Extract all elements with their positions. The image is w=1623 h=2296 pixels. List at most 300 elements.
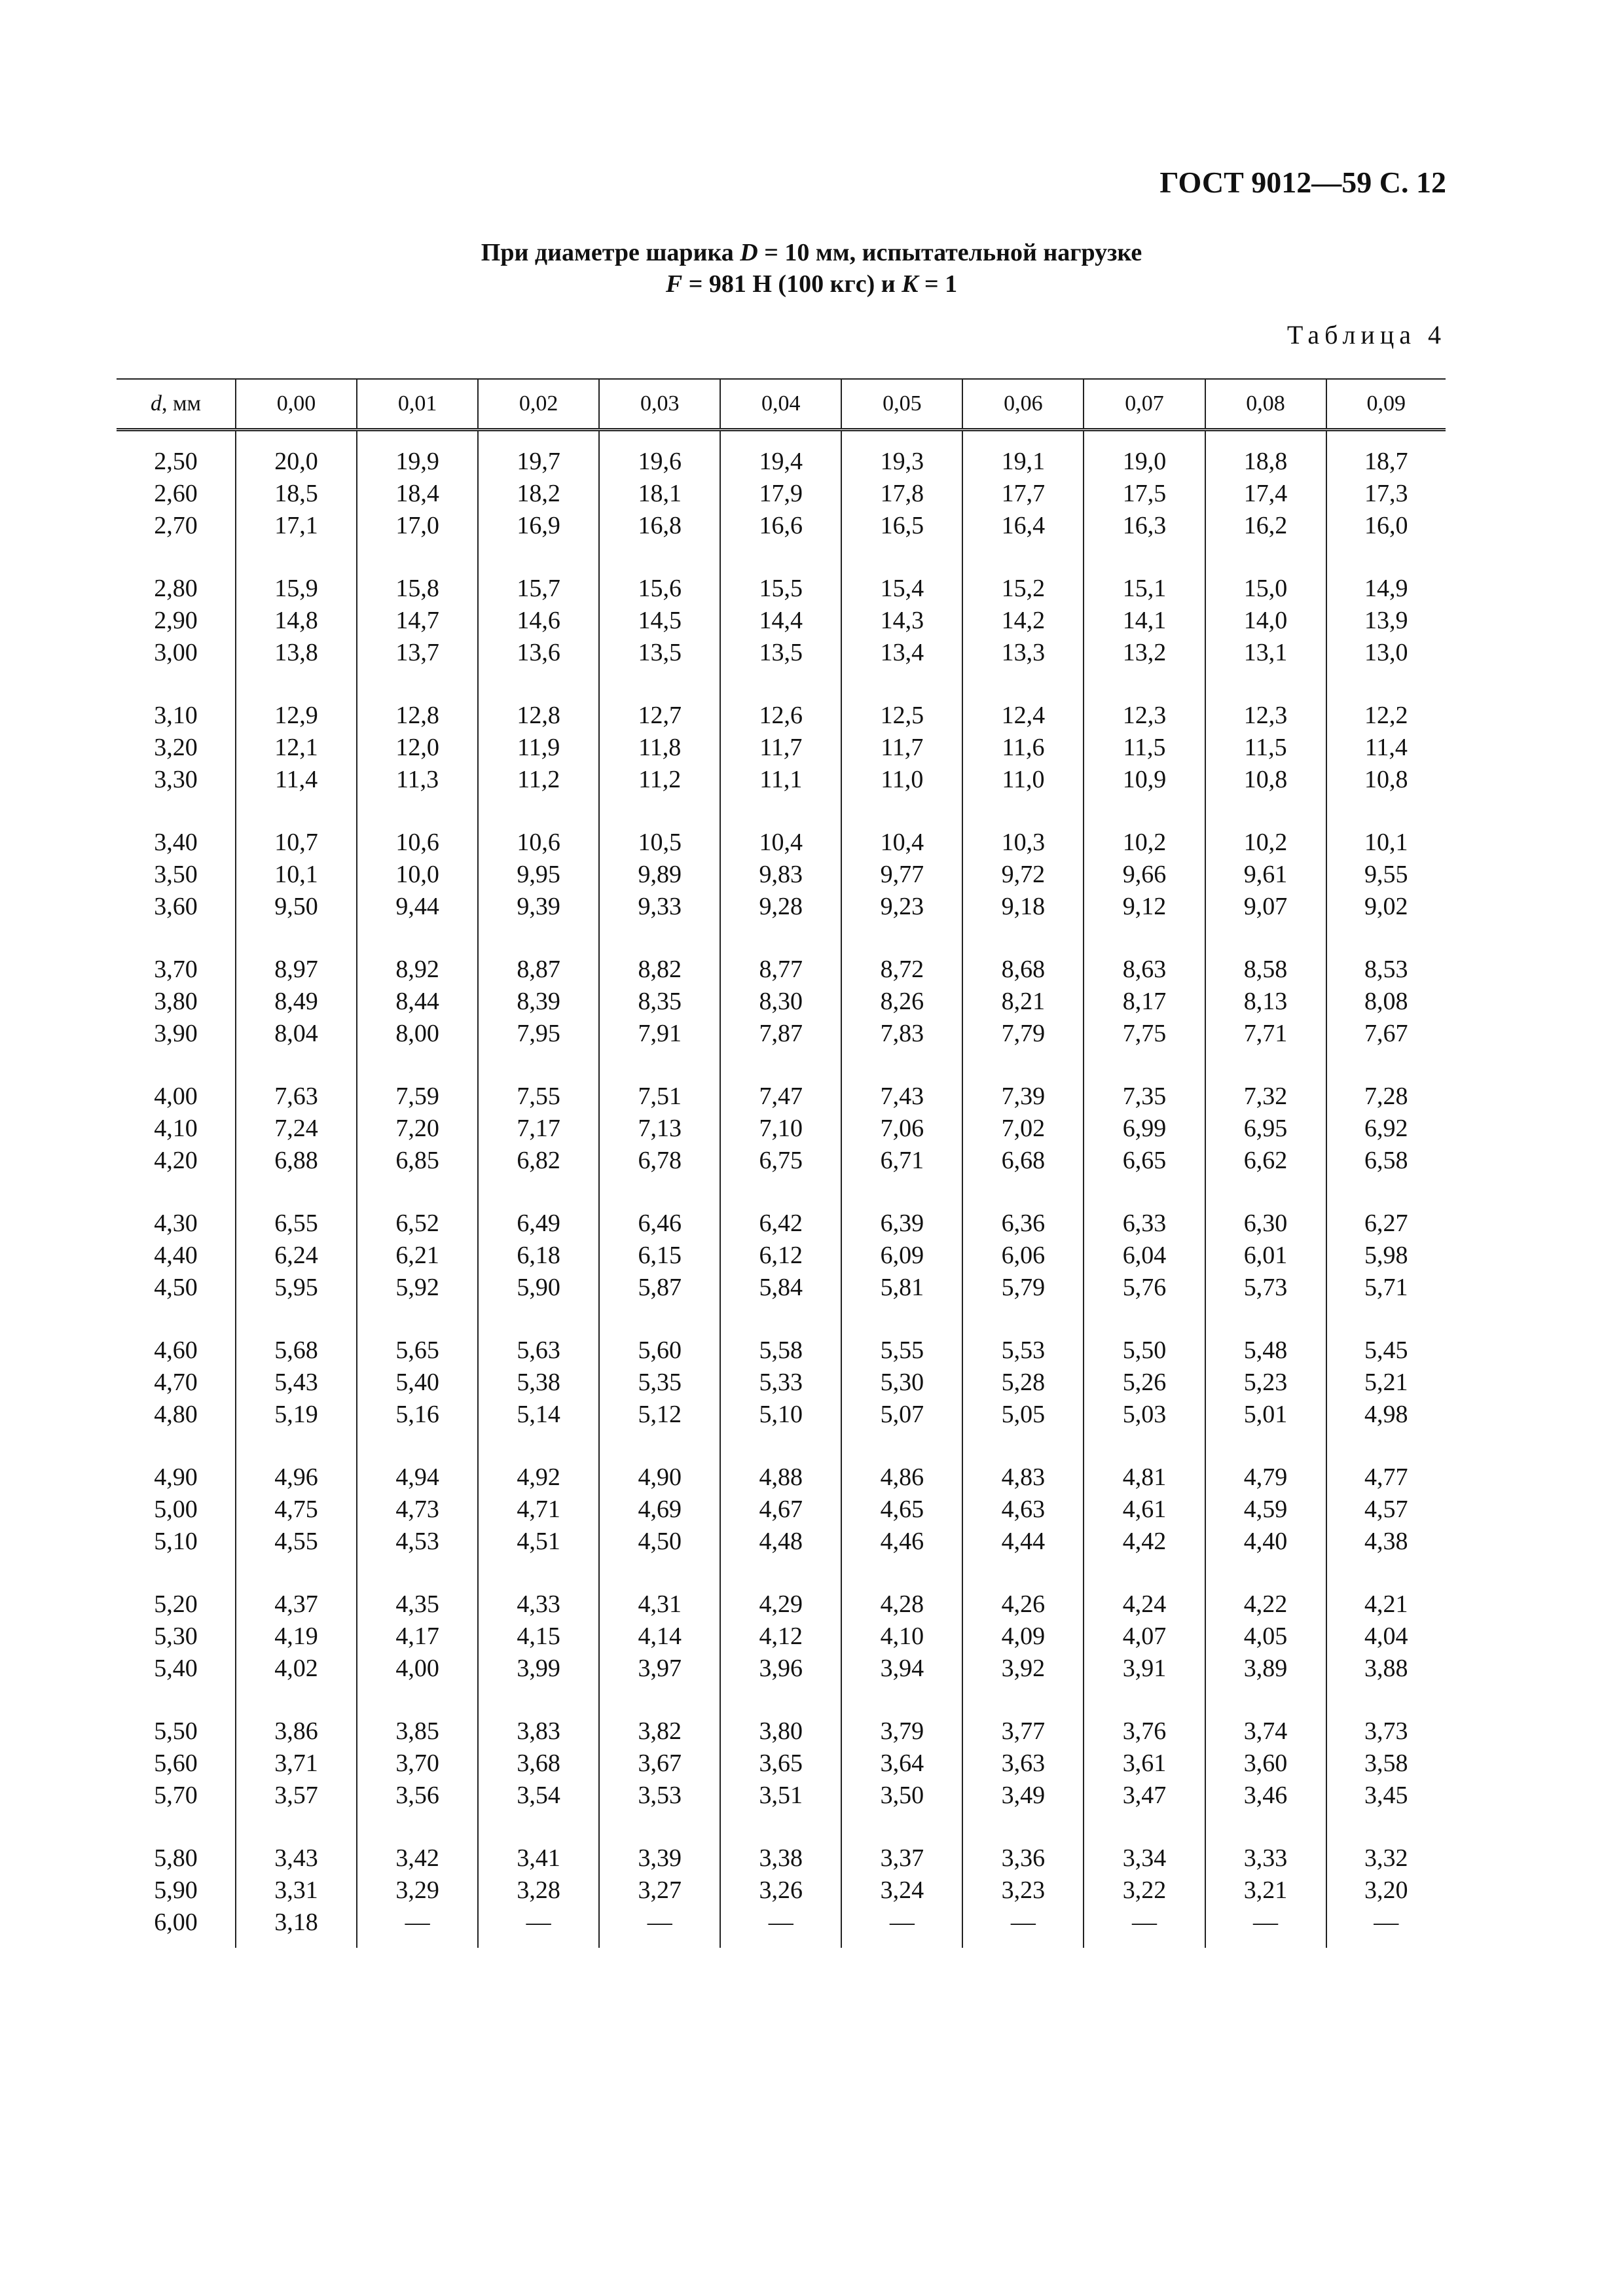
table-cell: 19,6 — [599, 430, 720, 478]
table-cell: 3,22 — [1084, 1874, 1205, 1907]
table-cell: 3,92 — [962, 1653, 1084, 1685]
table-row — [117, 1685, 1446, 1748]
table-cell: 6,24 — [236, 1240, 357, 1272]
table-cell: 5,95 — [236, 1272, 357, 1304]
table-cell: 6,55 — [236, 1177, 357, 1240]
table-cell: 4,75 — [236, 1494, 357, 1526]
table-cell: 7,47 — [720, 1050, 841, 1113]
table-cell: 6,18 — [478, 1240, 599, 1272]
table-cell: 11,7 — [841, 732, 962, 764]
table-row — [117, 732, 1446, 764]
table-row — [117, 1874, 1446, 1907]
table-cell: 5,12 — [599, 1399, 720, 1431]
row-label-d: 3,10 — [154, 702, 198, 729]
table-cell: 5,55 — [841, 1304, 962, 1367]
caption-text: = 981 Н (100 кгс) и — [682, 270, 902, 298]
table-cell: 16,3 — [1084, 510, 1205, 542]
row-label-d: 5,30 — [154, 1623, 198, 1650]
table-cell: 3,53 — [599, 1780, 720, 1812]
table-cell: 5,14 — [478, 1399, 599, 1431]
table-row — [117, 478, 1446, 510]
table-cell: 13,7 — [357, 637, 478, 669]
row-label-d: 5,90 — [154, 1876, 198, 1904]
table-cell: 6,88 — [236, 1145, 357, 1177]
table-cell: 3,85 — [357, 1685, 478, 1748]
table-cell: 5,28 — [962, 1367, 1084, 1399]
row-label-d: 3,20 — [154, 734, 198, 761]
table-cell: 3,37 — [841, 1812, 962, 1874]
table-cell: 14,2 — [962, 605, 1084, 637]
row-label-d: 5,10 — [154, 1528, 198, 1555]
table-cell: 11,3 — [357, 764, 478, 796]
table-cell: 3,88 — [1326, 1653, 1446, 1685]
table-cell: 4,92 — [478, 1431, 599, 1494]
table-row — [117, 1050, 1446, 1113]
row-label-d: 4,30 — [154, 1210, 198, 1237]
table-cell: 3,56 — [357, 1780, 478, 1812]
table-cell: 10,4 — [720, 796, 841, 859]
table-cell: 6,95 — [1205, 1113, 1326, 1145]
table-cell: — — [720, 1907, 841, 1948]
table-cell: 13,4 — [841, 637, 962, 669]
table-cell: 18,5 — [236, 478, 357, 510]
table-cell: 15,9 — [236, 542, 357, 605]
table-cell: 12,0 — [357, 732, 478, 764]
table-cell: 3,42 — [357, 1812, 478, 1874]
table-cell: 4,88 — [720, 1431, 841, 1494]
table-cell: 8,87 — [478, 923, 599, 986]
table-cell: 9,28 — [720, 891, 841, 923]
table-cell: 4,46 — [841, 1526, 962, 1558]
table-cell: 15,6 — [599, 542, 720, 605]
table-cell: 4,31 — [599, 1558, 720, 1621]
table-cell: 3,38 — [720, 1812, 841, 1874]
table-cell: 4,09 — [962, 1621, 1084, 1653]
table-cell: 5,07 — [841, 1399, 962, 1431]
table-cell: 3,91 — [1084, 1653, 1205, 1685]
table-cell: 10,8 — [1326, 764, 1446, 796]
column-header: 0,06 — [962, 379, 1084, 430]
table-cell: 5,98 — [1326, 1240, 1446, 1272]
table-cell: 6,71 — [841, 1145, 962, 1177]
table-cell: 11,0 — [962, 764, 1084, 796]
table-cell: 7,75 — [1084, 1018, 1205, 1050]
table-cell: 17,3 — [1326, 478, 1446, 510]
table-cell: 20,0 — [236, 430, 357, 478]
table-cell: 9,07 — [1205, 891, 1326, 923]
table-cell: 6,46 — [599, 1177, 720, 1240]
table-cell: 5,16 — [357, 1399, 478, 1431]
table-cell: 13,5 — [720, 637, 841, 669]
table-cell: 6,85 — [357, 1145, 478, 1177]
table-cell: 3,79 — [841, 1685, 962, 1748]
table-cell: 5,50 — [1084, 1304, 1205, 1367]
table-cell: 6,78 — [599, 1145, 720, 1177]
table-cell: 5,19 — [236, 1399, 357, 1431]
table-cell: 7,71 — [1205, 1018, 1326, 1050]
table-cell: 7,39 — [962, 1050, 1084, 1113]
table-cell: 4,26 — [962, 1558, 1084, 1621]
table-row — [117, 796, 1446, 859]
table-cell: 5,26 — [1084, 1367, 1205, 1399]
table-cell: 3,76 — [1084, 1685, 1205, 1748]
table-cell: 4,79 — [1205, 1431, 1326, 1494]
table-cell: 13,3 — [962, 637, 1084, 669]
caption-text: При диаметре шарика — [481, 239, 740, 266]
table-cell: 14,0 — [1205, 605, 1326, 637]
table-cell: 12,8 — [478, 669, 599, 732]
table-cell: 5,68 — [236, 1304, 357, 1367]
table-cell: 3,54 — [478, 1780, 599, 1812]
table-cell: 14,8 — [236, 605, 357, 637]
header-unit: , мм — [161, 391, 202, 416]
column-header: 0,05 — [841, 379, 962, 430]
table-cell: 4,05 — [1205, 1621, 1326, 1653]
table-cell: 5,01 — [1205, 1399, 1326, 1431]
table-row — [117, 1399, 1446, 1431]
table-cell: 9,95 — [478, 859, 599, 891]
table-cell: 17,8 — [841, 478, 962, 510]
table-cell: 13,8 — [236, 637, 357, 669]
table-cell: 4,33 — [478, 1558, 599, 1621]
table-cell: 5,48 — [1205, 1304, 1326, 1367]
table-number: Таблица 4 — [1286, 320, 1446, 350]
table-cell: 4,73 — [357, 1494, 478, 1526]
table-cell: 4,42 — [1084, 1526, 1205, 1558]
table-cell: 4,37 — [236, 1558, 357, 1621]
row-label-d: 2,60 — [154, 480, 198, 507]
table-cell: 9,55 — [1326, 859, 1446, 891]
table-cell: 8,53 — [1326, 923, 1446, 986]
table-cell: 3,63 — [962, 1748, 1084, 1780]
table-cell: 5,84 — [720, 1272, 841, 1304]
table-cell: 18,4 — [357, 478, 478, 510]
row-label-d: 5,00 — [154, 1496, 198, 1523]
column-header: 0,09 — [1326, 379, 1446, 430]
table-cell: 14,5 — [599, 605, 720, 637]
table-cell: 5,45 — [1326, 1304, 1446, 1367]
table-cell: 3,82 — [599, 1685, 720, 1748]
table-cell: 16,0 — [1326, 510, 1446, 542]
table-cell: 7,63 — [236, 1050, 357, 1113]
table-cell: 4,96 — [236, 1431, 357, 1494]
table-cell: 4,40 — [1205, 1526, 1326, 1558]
table-row — [117, 1907, 1446, 1948]
table-cell: 14,1 — [1084, 605, 1205, 637]
table-cell: 3,39 — [599, 1812, 720, 1874]
table-header-row — [117, 379, 1446, 430]
table-caption — [0, 237, 1623, 300]
table-cell: 3,70 — [357, 1748, 478, 1780]
table-cell: 17,9 — [720, 478, 841, 510]
table-cell: 12,3 — [1084, 669, 1205, 732]
table-cell: 7,02 — [962, 1113, 1084, 1145]
table-row — [117, 1653, 1446, 1685]
table-cell: 7,32 — [1205, 1050, 1326, 1113]
table-cell: 13,9 — [1326, 605, 1446, 637]
table-cell: 4,38 — [1326, 1526, 1446, 1558]
table-cell: 10,1 — [236, 859, 357, 891]
caption-line-1 — [0, 237, 1623, 268]
row-label-d: 3,40 — [154, 829, 198, 856]
table-cell: 7,13 — [599, 1113, 720, 1145]
table-cell: 5,53 — [962, 1304, 1084, 1367]
table-cell: 7,83 — [841, 1018, 962, 1050]
table-cell: 7,28 — [1326, 1050, 1446, 1113]
table-cell: 9,39 — [478, 891, 599, 923]
table-cell: 5,05 — [962, 1399, 1084, 1431]
table-cell: 4,48 — [720, 1526, 841, 1558]
row-label-d: 3,00 — [154, 639, 198, 666]
table-cell: 3,64 — [841, 1748, 962, 1780]
table-cell: 3,45 — [1326, 1780, 1446, 1812]
table-row — [117, 1304, 1446, 1367]
table-cell: 3,46 — [1205, 1780, 1326, 1812]
table-cell: 10,2 — [1084, 796, 1205, 859]
table-cell: 4,53 — [357, 1526, 478, 1558]
table-row — [117, 1272, 1446, 1304]
table-cell: 3,29 — [357, 1874, 478, 1907]
table-cell: 7,20 — [357, 1113, 478, 1145]
table-cell: 15,2 — [962, 542, 1084, 605]
table-cell: 16,6 — [720, 510, 841, 542]
table-row — [117, 1621, 1446, 1653]
table-cell: 7,24 — [236, 1113, 357, 1145]
table-cell: 8,13 — [1205, 986, 1326, 1018]
table-cell: 17,1 — [236, 510, 357, 542]
table-cell: 8,82 — [599, 923, 720, 986]
table-cell: 12,6 — [720, 669, 841, 732]
table-row — [117, 1367, 1446, 1399]
table-cell: 8,92 — [357, 923, 478, 986]
table-cell: 4,22 — [1205, 1558, 1326, 1621]
table-cell: 4,21 — [1326, 1558, 1446, 1621]
table-cell: 3,83 — [478, 1685, 599, 1748]
table-cell: 5,23 — [1205, 1367, 1326, 1399]
table-cell: 6,15 — [599, 1240, 720, 1272]
page-header: ГОСТ 9012—59 С. 12 — [1159, 166, 1446, 199]
table-cell: 3,33 — [1205, 1812, 1326, 1874]
row-label-d: 3,30 — [154, 766, 198, 793]
table-cell: 3,47 — [1084, 1780, 1205, 1812]
table-cell: 4,63 — [962, 1494, 1084, 1526]
table-row — [117, 1113, 1446, 1145]
table-cell: 6,68 — [962, 1145, 1084, 1177]
table-cell: 4,19 — [236, 1621, 357, 1653]
table-cell: 8,68 — [962, 923, 1084, 986]
table-cell: 4,04 — [1326, 1621, 1446, 1653]
table-cell: 3,77 — [962, 1685, 1084, 1748]
row-label-d: 4,20 — [154, 1147, 198, 1174]
row-label-d: 4,50 — [154, 1274, 198, 1301]
table-cell: 3,34 — [1084, 1812, 1205, 1874]
table-cell: 10,2 — [1205, 796, 1326, 859]
table-row — [117, 859, 1446, 891]
table-cell: 9,66 — [1084, 859, 1205, 891]
table-cell: — — [1205, 1907, 1326, 1948]
table-cell: 3,28 — [478, 1874, 599, 1907]
table-cell: 15,5 — [720, 542, 841, 605]
table-cell: 10,6 — [357, 796, 478, 859]
table-cell: 4,35 — [357, 1558, 478, 1621]
table-cell: 3,21 — [1205, 1874, 1326, 1907]
table-cell: 3,89 — [1205, 1653, 1326, 1685]
column-header-d — [117, 379, 236, 430]
table-cell: 7,91 — [599, 1018, 720, 1050]
table-cell: 3,24 — [841, 1874, 962, 1907]
row-label-d: 3,60 — [154, 893, 198, 920]
header-symbol: d — [150, 391, 162, 416]
table-cell: 19,4 — [720, 430, 841, 478]
table-cell: 14,6 — [478, 605, 599, 637]
table-cell: 6,58 — [1326, 1145, 1446, 1177]
table-cell: 3,26 — [720, 1874, 841, 1907]
table-cell: 3,20 — [1326, 1874, 1446, 1907]
caption-text: = 10 мм, испытательной нагрузке — [757, 239, 1142, 266]
table-cell: — — [478, 1907, 599, 1948]
table-cell: 4,81 — [1084, 1431, 1205, 1494]
table-row — [117, 1526, 1446, 1558]
table-cell: 5,58 — [720, 1304, 841, 1367]
row-label-d: 5,40 — [154, 1655, 198, 1682]
table-cell: 9,77 — [841, 859, 962, 891]
table-cell: 8,44 — [357, 986, 478, 1018]
table-cell: 9,89 — [599, 859, 720, 891]
table-cell: 6,27 — [1326, 1177, 1446, 1240]
table-cell: 13,0 — [1326, 637, 1446, 669]
table-cell: 8,35 — [599, 986, 720, 1018]
table-cell: 15,7 — [478, 542, 599, 605]
table-cell: 3,67 — [599, 1748, 720, 1780]
table-cell: 3,50 — [841, 1780, 962, 1812]
row-label-d: 3,70 — [154, 956, 198, 983]
table-cell: 4,67 — [720, 1494, 841, 1526]
table-cell: 4,44 — [962, 1526, 1084, 1558]
table-cell: 6,04 — [1084, 1240, 1205, 1272]
table-cell: 8,97 — [236, 923, 357, 986]
table-cell: 19,0 — [1084, 430, 1205, 478]
table-row — [117, 1748, 1446, 1780]
table-cell: 7,79 — [962, 1018, 1084, 1050]
table-cell: — — [1326, 1907, 1446, 1948]
table-cell: 4,86 — [841, 1431, 962, 1494]
table-row — [117, 764, 1446, 796]
table-body — [117, 430, 1446, 1948]
table-cell: 13,6 — [478, 637, 599, 669]
table-cell: 17,5 — [1084, 478, 1205, 510]
table-cell: 5,65 — [357, 1304, 478, 1367]
caption-symbol-d: D — [740, 239, 758, 266]
table-cell: 12,1 — [236, 732, 357, 764]
table-row — [117, 1240, 1446, 1272]
table-cell: 9,83 — [720, 859, 841, 891]
table-cell: — — [599, 1907, 720, 1948]
table-cell: 8,17 — [1084, 986, 1205, 1018]
table-cell: 3,99 — [478, 1653, 599, 1685]
table-cell: 7,87 — [720, 1018, 841, 1050]
table-cell: 3,65 — [720, 1748, 841, 1780]
row-label-d: 4,00 — [154, 1083, 198, 1110]
table-cell: 3,36 — [962, 1812, 1084, 1874]
table-cell: 9,33 — [599, 891, 720, 923]
table-cell: 16,9 — [478, 510, 599, 542]
table-cell: 6,36 — [962, 1177, 1084, 1240]
table-cell: 19,7 — [478, 430, 599, 478]
table-cell: 6,42 — [720, 1177, 841, 1240]
hardness-table — [117, 378, 1446, 1948]
table-cell: 13,1 — [1205, 637, 1326, 669]
table-cell: 14,9 — [1326, 542, 1446, 605]
row-label-d: 5,20 — [154, 1590, 198, 1618]
table-cell: 17,0 — [357, 510, 478, 542]
table-cell: 11,5 — [1205, 732, 1326, 764]
table-cell: 12,8 — [357, 669, 478, 732]
table-cell: 8,39 — [478, 986, 599, 1018]
table-cell: 4,10 — [841, 1621, 962, 1653]
table-cell: 6,82 — [478, 1145, 599, 1177]
table-cell: 11,2 — [599, 764, 720, 796]
table-cell: 4,29 — [720, 1558, 841, 1621]
table-row — [117, 1558, 1446, 1621]
column-header: 0,00 — [236, 379, 357, 430]
caption-symbol-k: K — [902, 270, 919, 298]
table-cell: 4,65 — [841, 1494, 962, 1526]
column-header: 0,03 — [599, 379, 720, 430]
table-cell: 3,41 — [478, 1812, 599, 1874]
table-cell: 4,15 — [478, 1621, 599, 1653]
table-cell: 3,23 — [962, 1874, 1084, 1907]
table-cell: 3,73 — [1326, 1685, 1446, 1748]
table-row — [117, 637, 1446, 669]
table-cell: — — [962, 1907, 1084, 1948]
column-header: 0,01 — [357, 379, 478, 430]
table-row — [117, 986, 1446, 1018]
column-header: 0,04 — [720, 379, 841, 430]
table-cell: 5,21 — [1326, 1367, 1446, 1399]
row-label-d: 4,60 — [154, 1336, 198, 1364]
table-cell: 17,7 — [962, 478, 1084, 510]
table-row — [117, 1177, 1446, 1240]
table-cell: 3,51 — [720, 1780, 841, 1812]
table-cell: 14,4 — [720, 605, 841, 637]
table-cell: 13,5 — [599, 637, 720, 669]
table-cell: 3,58 — [1326, 1748, 1446, 1780]
row-label-d: 2,50 — [154, 448, 198, 475]
table-cell: 5,71 — [1326, 1272, 1446, 1304]
table-cell: 8,04 — [236, 1018, 357, 1050]
table-cell: 6,99 — [1084, 1113, 1205, 1145]
table-cell: 15,0 — [1205, 542, 1326, 605]
table-cell: 5,30 — [841, 1367, 962, 1399]
table-cell: 7,17 — [478, 1113, 599, 1145]
table-cell: 10,1 — [1326, 796, 1446, 859]
table-cell: 8,63 — [1084, 923, 1205, 986]
table-cell: 5,03 — [1084, 1399, 1205, 1431]
table-cell: 5,87 — [599, 1272, 720, 1304]
table-cell: 8,49 — [236, 986, 357, 1018]
row-label-d: 4,40 — [154, 1242, 198, 1269]
table-cell: 3,49 — [962, 1780, 1084, 1812]
table-cell: 3,97 — [599, 1653, 720, 1685]
table-cell: 12,5 — [841, 669, 962, 732]
table-cell: 11,2 — [478, 764, 599, 796]
table-cell: 16,2 — [1205, 510, 1326, 542]
row-label-d: 2,80 — [154, 575, 198, 602]
table-cell: 12,7 — [599, 669, 720, 732]
table-cell: 4,51 — [478, 1526, 599, 1558]
table-cell: 9,44 — [357, 891, 478, 923]
table-cell: 3,57 — [236, 1780, 357, 1812]
